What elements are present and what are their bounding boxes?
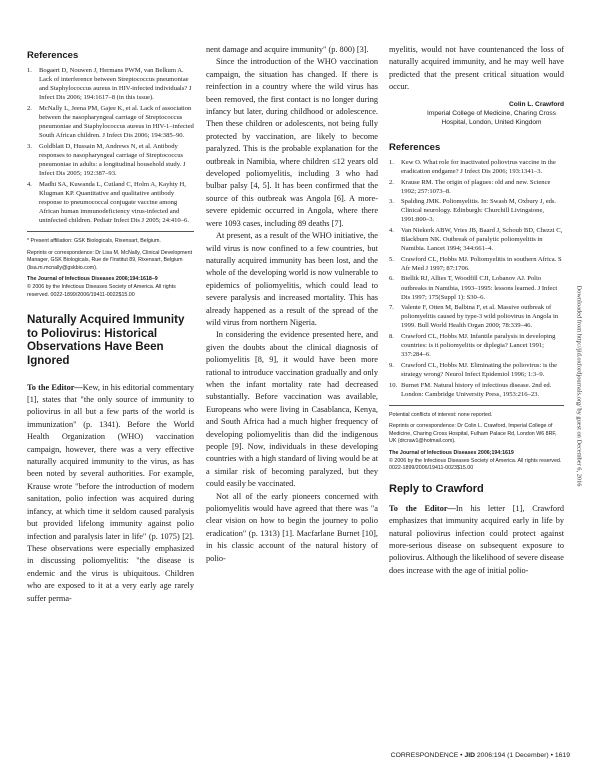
- journal-note: The Journal of Infectious Diseases 2006;194:1618–9 © 2006 by the Infectious Diseases Society of America. All rights reserved. 0022-1899/2006/19411-0022$15.00: [27, 276, 176, 298]
- letter-body-end: [389, 44, 564, 94]
- reference-item: 5. Crawford CL, Hobbs MJ. Poliomyelitis in southern Africa. S Afr Med J 1997; 87:1706.: [389, 255, 562, 272]
- references-heading: References: [389, 141, 441, 153]
- journal-note: The Journal of Infectious Diseases 2006;194:1619 © 2006 by the Infectious Diseases Society of America. All rights reserved. 0022-1899/2006/19411-0023$15.00: [389, 450, 562, 472]
- paragraph: Not all of the early pioneers concerned with poliomyelitis would have agreed that there was "a clear vision on how to begin the journey to polio eradication" (p. 1313) [1]. Macfarlane Burnet [10], in his classic account of the natural history of polio-: [206, 491, 378, 563]
- letter-body-continued: [206, 44, 378, 565]
- signature: [389, 100, 564, 128]
- column-3: [389, 44, 564, 577]
- divider: [389, 405, 564, 406]
- author-affiliation: Imperial College of Medicine, Charing Cross Hospital, London, United Kingdom: [427, 110, 556, 127]
- affiliation-note: * Present affiliation: GSK Biologicals, Rixensart, Belgium.: [27, 238, 161, 245]
- paragraph: Since the introduction of the WHO vaccination campaign, the situation has changed. If there is reinfection in a country where the wild virus has been removed, the first contact is no longer during infancy but later, during childhood or adolescence. Then these children or adolescents, not being fully protected by vaccination, are likely to become paralyzed. This is the probable explanation for the outbreak in Namibia, where children ≤12 years old developed poliomyelitis, including 3 who had bulbar palsy [4, 5]. It has been confirmed that the source of this outbreak was Angola [6]. A more-severe epidemic occurred in Angola, where there were 1093 cases, including 89 deaths [7].: [206, 57, 378, 228]
- author-name: Colin L. Crawford: [509, 100, 564, 108]
- footer-journal: JID: [464, 752, 476, 759]
- divider: [27, 231, 194, 232]
- reference-list: [389, 158, 564, 399]
- column-1: [27, 50, 194, 605]
- reprints-note: Reprints or correspondence: Dr Lisa M. McNally, Clinical Development Manager, GSK Biologicals, Rue de l'Institut 89, Rixensart, Belgium (lisa.m.mcnally@gskbio.com).: [27, 249, 193, 271]
- reference-item: 10. Burnet FM. Natural history of infectious disease. 2nd ed. London: Cambridge University Press, 1953:216–23.: [389, 381, 552, 398]
- reference-item: 2. Krause RM. The origin of plagues: old and new. Science 1992; 257:1073–8.: [389, 178, 551, 195]
- reference-item: 9. Crawford CL, Hobbs MJ. Eliminating the poliovirus: is the strategy wrong? Neurol Infect Epidemiol 1996; 1:3–9.: [389, 361, 558, 378]
- references-heading: References: [27, 50, 79, 61]
- reference-item: 3. Spalding JMK. Poliomyelitis. In: Swash M, Oxbury J, eds. Clinical neurology. Edinburgh: Churchill Livingstone, 1991:800–3.: [389, 198, 557, 224]
- paragraph: At present, as a result of the WHO initiative, the wild virus is now confined to a few countries, but naturally acquired immunity has been lost, and the whole of the developing world is now vulnerable to epidemics of poliomyelitis, which could lead to severe paralysis and increased mortality. This has already happened as a result of the spread of the wild virus from northern Nigeria.: [206, 231, 378, 327]
- reference-item: 6. Biellik RJ, Allies T, Woodfill CJI, Lobanov AJ. Polio outbreaks in Namibia, 1993–1995: lessons learned. J Infect Dis 1997; 175(Suppl 1): S30–6.: [389, 275, 558, 301]
- paragraph: myelitis, would not have countenanced the loss of naturally acquired immunity, and he may well have predicted that the present critical situation would occur.: [389, 45, 564, 92]
- paragraph: To the Editor—In his letter [1], Crawford emphasizes that immunity acquired early in life by natural poliovirus infection could protect against more-serious disease on subsequent exposure to poliovirus. Although the likelihood of severe disease does increase with the age of initial polio-: [389, 503, 564, 575]
- download-watermark: Downloaded from http://jid.oxfordjournals.org/ by guest on December 6, 2016: [575, 285, 583, 487]
- reference-item: 4. Van Niekerk ABW, Vries JB, Baard J, Schoub BD, Chezzi C, Blackburn NK. Outbreak of paralytic poliomyelitis in Namibia. Lancet 1994; 344:661–4.: [389, 227, 563, 253]
- conflicts-note: Potential conflicts of interest: none reported.: [389, 411, 493, 418]
- reference-item: 1. Kew O. What role for inactivated poliovirus vaccine in the eradication endgame? J Infect Dis 2006; 193:1341–3.: [389, 158, 556, 175]
- reference-item: 7. Valente F, Otten M, Balbina F, et al. Massive outbreak of poliomyelitis caused by type-3 wild poliovirus in Angola in 1999. Bull World Health Organ 2000; 78:339–46.: [389, 304, 559, 330]
- paragraph: nent damage and acquire immunity" (p. 800) [3].: [206, 45, 369, 54]
- footer-page-number: 1619: [554, 752, 570, 759]
- reply-body: [389, 503, 564, 577]
- reprints-note: Reprints or correspondence: Dr Colin L. Crawford, Imperial College of Medicine, Charing Cross Hospital, Fulham Palace Rd, London W6 8RF, UK (drcraw1@hotmail.com).: [389, 423, 557, 445]
- reference-list: [27, 66, 194, 225]
- paragraph: In considering the evidence presented here, and given the doubts about the clinical diagnosis of poliomyelitis [8, 9], it would have been more rational to introduce vaccination gradually and only when the infant mortality rate had decreased substantially. Before vaccination was available, Europeans who were living in Casablanca, Kenya, and South Africa had a much higher frequency of developing poliomyelitis than did the indigenous people [9]. Now, individuals in these developing countries with a high standard of living would be at a similar risk of becoming paralyzed, but they could easily be vaccinated.: [206, 330, 378, 489]
- letter-body: [27, 382, 194, 605]
- page-footer: CORRESPONDENCE • JID 2006:194 (1 December) • 1619: [390, 752, 570, 759]
- paragraph: To the Editor—Kew, in his editorial commentary [1], states that "the only source of immunity to poliovirus in all but a few parts of the world is immunization" (p. 1341). Before the World Health Organization (WHO) vaccination campaign, however, there was a very effective naturally acquired immunity to the virus, as has been noted by several authorities. For example, Krause wrote "before the introduction of modern sanitation, polio infection was acquired during infancy, at which time it seldom caused paralysis but provided lifelong immunity against polio infection and paralysis later in life" (p. 1075) [2]. These observations were especially emphasized in discussing poliomyelitis: "the disease is endemic and the virus is ubiquitous. Children who are exposed to it at a very early age rarely suffer perma-: [27, 382, 194, 603]
- reference-item: 3. Goldblatt D, Hussain M, Andrews N, et al. Antibody responses to nasopharyngeal carriage of Streptococcus pneumoniae in adults: a longitudinal household study. J Infect Dis 2005; 192:387–93.: [27, 142, 186, 178]
- reference-item: 4. Madhi SA, Kuwanda L, Cutland C, Holm A, Kayhty H, Klugman KP. Quantitative and qualitative antibody response to pneumococcal conjugate vaccine among African human immunodeficiency virus-infected and uninfected children. Pediatr Infect Dis J 2005; 24:410–6.: [27, 180, 189, 224]
- article-title: Naturally Acquired Immunity to Poliovirus: Historical Observations Have Been Ignored: [27, 313, 185, 368]
- footer-section: CORRESPONDENCE: [390, 752, 459, 759]
- reply-title: Reply to Crawford: [389, 482, 484, 495]
- reference-item: 8. Crawford CL, Hobbs MJ. Infantile paralysis in developing countries: is it poliomyelitis or diplegia? Lancet 1991; 337:284–6.: [389, 333, 556, 359]
- reference-item: 1. Bogaert D, Nouwen J, Hermans PWM, van Belkum A. Lack of interference between Streptococcus pneumoniae and Staphylococcus aureus in HIV-infected individuals? J Infect Dis 2006; 194:1617–8 (in this issue).: [27, 67, 192, 102]
- column-2: [206, 44, 378, 565]
- footer-issue: 2006:194 (1 December): [476, 752, 549, 759]
- reference-item: 2. McNally L, Jeena PM, Gajee K, et al. Lack of association between the nasopharyngeal carriage of Streptococcus pneumoniae and Staphylococcus aureus in HIV-1–infected South African children. J Infect Dis 2006; 194:385–90.: [27, 104, 194, 140]
